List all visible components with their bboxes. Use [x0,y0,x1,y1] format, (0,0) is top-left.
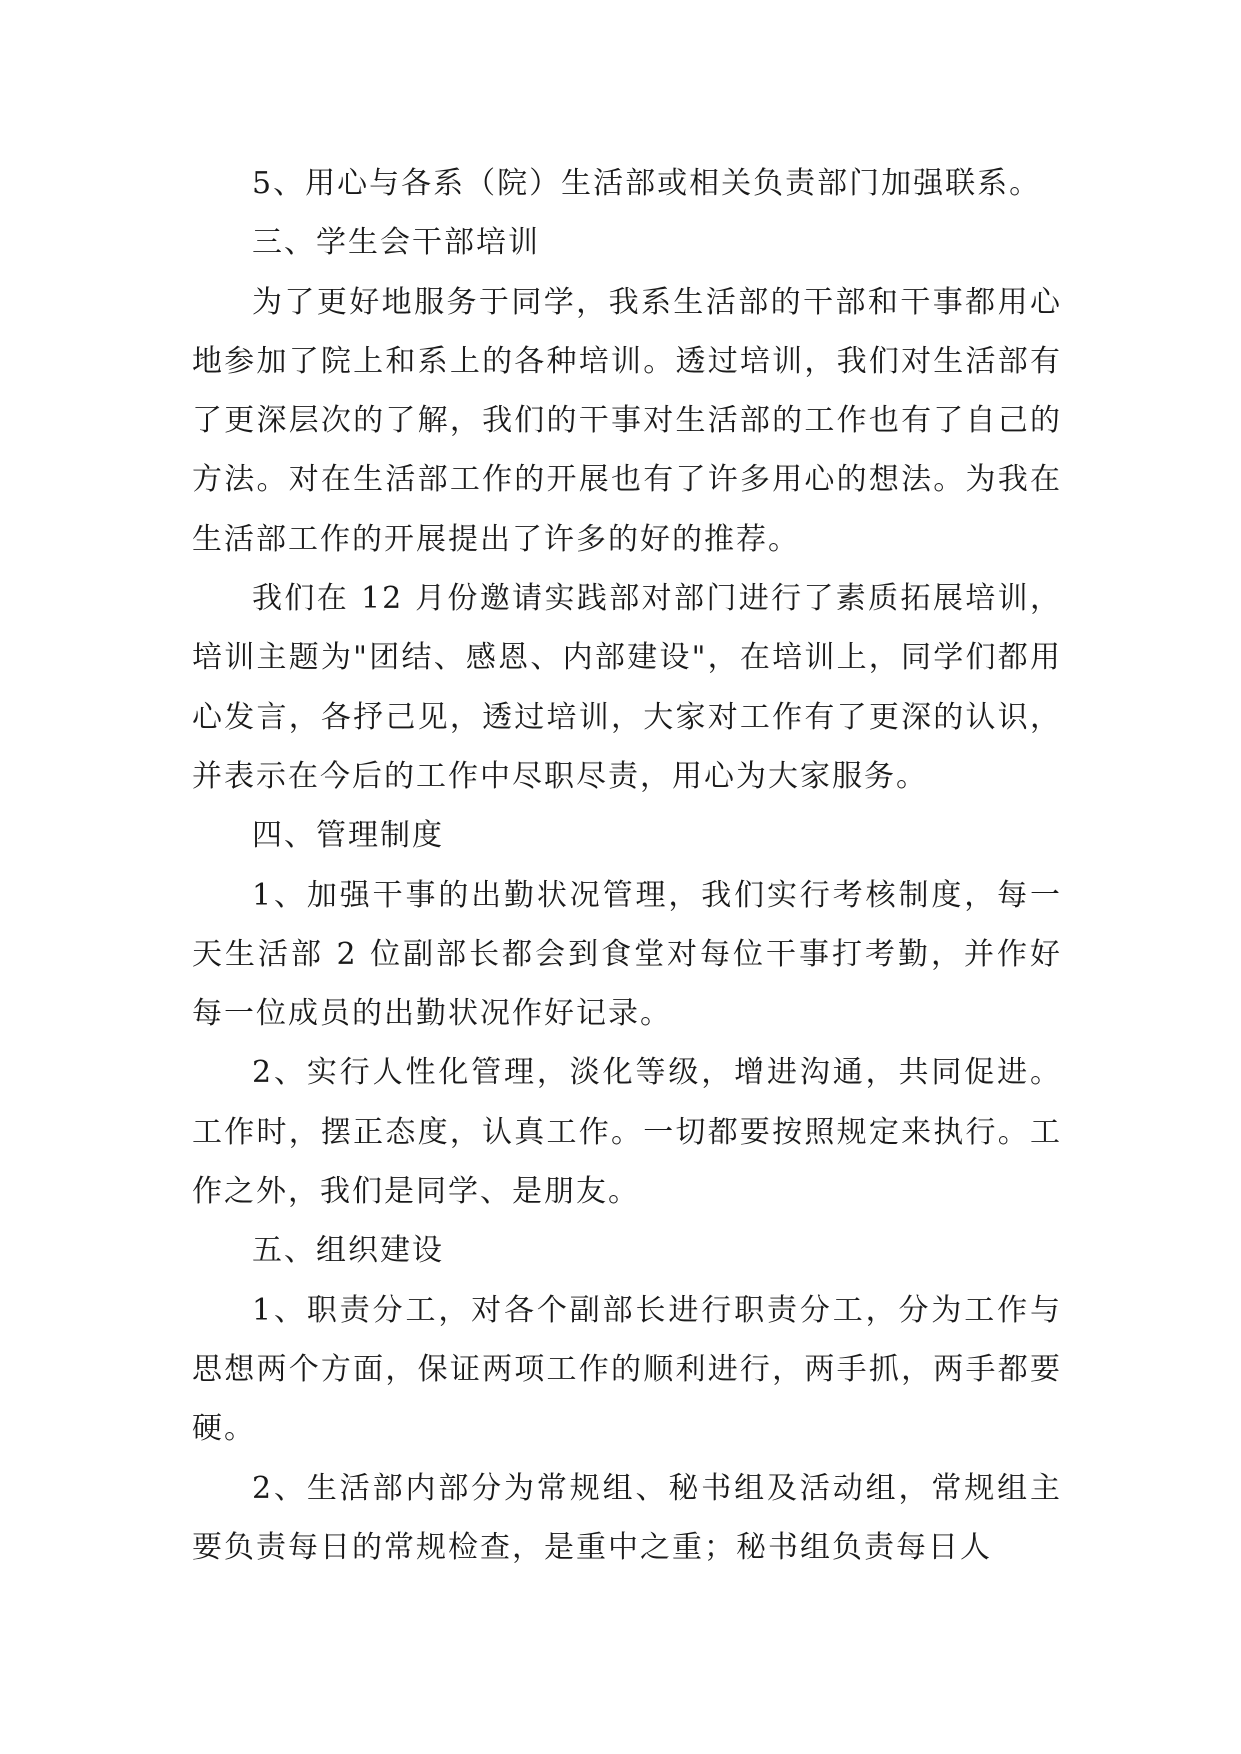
section-heading-organization: 五、组织建设 [252,1233,444,1269]
paragraph-division-of-duties: 1、职责分工，对各个副部长进行职责分工，分为工作与思想两个方面，保证两项工作的顺利进行，两手抓，两手都要硬。 [192,1292,1062,1447]
section-heading-management: 四、管理制度 [252,818,444,854]
paragraph-attendance: 1、加强干事的出勤状况管理，我们实行考核制度，每一天生活部 2 位副部长都会到食堂对每位干事打考勤，并作好每一位成员的出勤状况作好记录。 [192,877,1062,1032]
paragraph-humanized-management: 2、实行人性化管理，淡化等级，增进沟通，共同促进。工作时，摆正态度，认真工作。一切都要按照规定来执行。工作之外，我们是同学、是朋友。 [192,1055,1062,1210]
paragraph-training-participation: 为了更好地服务于同学，我系生活部的干部和干事都用心地参加了院上和系上的各种培训。透过培训，我们对生活部有了更深层次的了解，我们的干事对生活部的工作也有了自己的方法。对在生活部工作的开展也有了许多用心的想法。为我在生活部工作的开展提出了许多的好的推荐。 [192,284,1062,557]
section-heading-training: 三、学生会干部培训 [252,225,540,261]
paragraph-internal-groups: 2、生活部内部分为常规组、秘书组及活动组，常规组主要负责每日的常规检查，是重中之重；秘书组负责每日人 [192,1470,1062,1565]
paragraph-contact-departments: 5、用心与各系（院）生活部或相关负责部门加强联系。 [252,166,1042,201]
paragraph-training-december: 我们在 12 月份邀请实践部对部门进行了素质拓展培训，培训主题为"团结、感恩、内部建设"，在培训上，同学们都用心发言，各抒己见，透过培训，大家对工作有了更深的认识，并表示在今后的工作中尽职尽责，用心为大家服务。 [192,581,1062,794]
document-body [192,154,1062,1577]
